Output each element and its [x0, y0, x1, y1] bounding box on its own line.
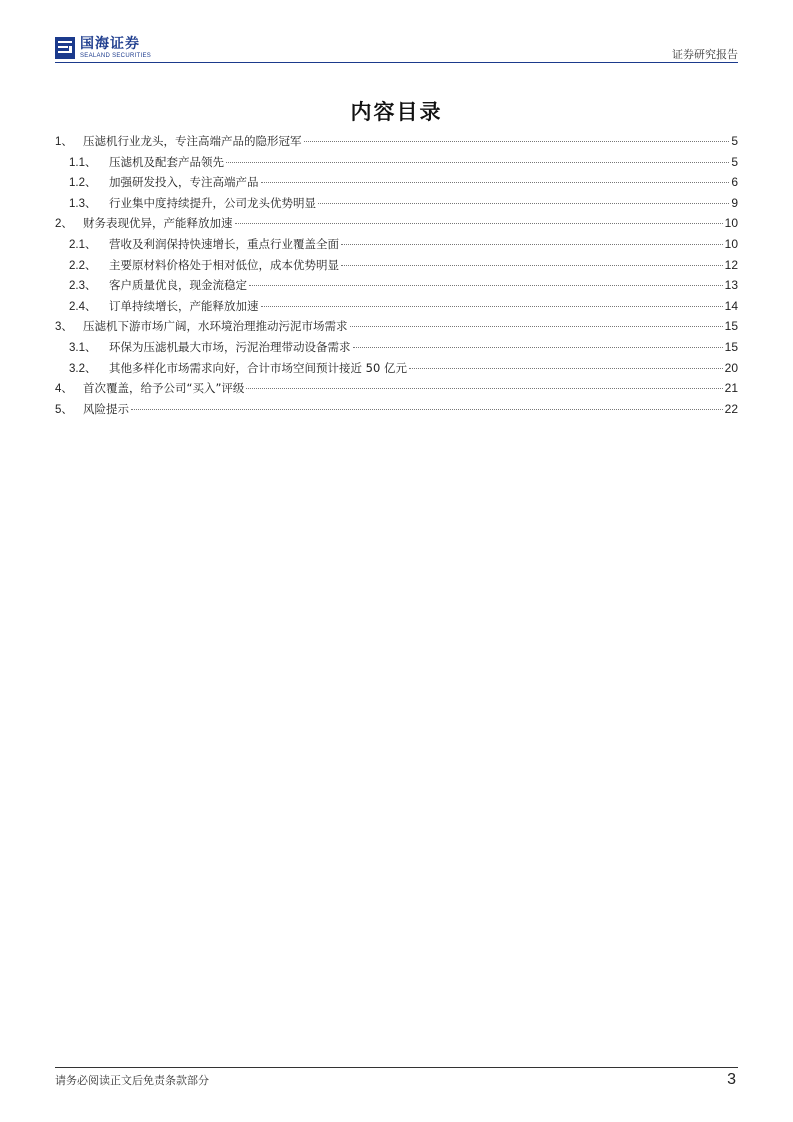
- report-type: 证券研究报告: [672, 48, 738, 61]
- toc-entry-page: 15: [724, 339, 738, 354]
- toc-leader-dots: [318, 203, 729, 204]
- toc-entry-title: 压滤机下游市场广阔，水环境治理推动污泥市场需求: [83, 319, 348, 334]
- toc-leader-dots: [131, 409, 723, 410]
- sealand-logo-icon: [55, 37, 75, 59]
- toc-entry-title: 环保为压滤机最大市场，污泥治理带动设备需求: [109, 339, 351, 354]
- toc-entry-number: 1.2、: [69, 177, 97, 190]
- toc-entry-title: 财务表现优异，产能释放加速: [83, 216, 233, 231]
- toc-leader-dots: [409, 368, 723, 369]
- header-divider: [55, 62, 738, 63]
- toc-entry-title: 加强研发投入，专注高端产品: [109, 175, 259, 190]
- toc-leader-dots: [304, 141, 730, 142]
- toc-entry-page: 15: [724, 319, 738, 334]
- toc-entry[interactable]: [55, 318, 738, 339]
- toc-entry-page: 13: [724, 278, 738, 293]
- toc-entry-page: 12: [724, 257, 738, 272]
- toc-entry[interactable]: [55, 236, 738, 257]
- toc-entry-page: 10: [724, 236, 738, 251]
- toc-leader-dots: [341, 244, 723, 245]
- toc-leader-dots: [226, 162, 729, 163]
- company-logo: [55, 34, 151, 62]
- toc-entry-number: 2.1、: [69, 238, 97, 251]
- toc-entry-page: 22: [724, 401, 738, 416]
- toc-entry-page: 20: [724, 360, 738, 375]
- toc-entry-title: 营收及利润保持快速增长，重点行业覆盖全面: [109, 236, 339, 251]
- toc-leader-dots: [353, 347, 723, 348]
- logo-cn-text: 国海证券: [80, 36, 140, 52]
- toc-entry-title: 订单持续增长，产能释放加速: [109, 298, 259, 313]
- toc-entry[interactable]: [55, 215, 738, 236]
- table-of-contents: [55, 133, 738, 421]
- toc-entry-title: 压滤机及配套产品领先: [109, 154, 224, 169]
- toc-entry-page: 21: [724, 381, 738, 396]
- toc-entry-number: 1.3、: [69, 197, 97, 210]
- toc-entry-number: 5、: [55, 403, 73, 416]
- page-header: [55, 34, 738, 64]
- toc-entry-page: 10: [724, 216, 738, 231]
- toc-entry[interactable]: [55, 339, 738, 360]
- logo-en-text: SEALAND SECURITIES: [80, 53, 152, 59]
- toc-entry-number: 2.4、: [69, 300, 97, 313]
- toc-entry-title: 客户质量优良，现金流稳定: [109, 278, 247, 293]
- toc-entry[interactable]: [55, 298, 738, 319]
- toc-entry-number: 3、: [55, 321, 73, 334]
- toc-entry-number: 3.2、: [69, 362, 97, 375]
- toc-entry-title: 压滤机行业龙头，专注高端产品的隐形冠军: [83, 134, 302, 148]
- toc-entry-page: 6: [731, 175, 738, 190]
- toc-leader-dots: [261, 306, 723, 307]
- toc-entry[interactable]: [55, 195, 738, 216]
- toc-entry[interactable]: [55, 174, 738, 195]
- toc-entry-title: 首次覆盖，给予公司“买入”评级: [83, 381, 245, 396]
- toc-entry-number: 1、: [55, 136, 73, 148]
- toc-entry-title: 其他多样化市场需求向好，合计市场空间预计接近 50 亿元: [109, 360, 407, 375]
- toc-entry[interactable]: [55, 133, 738, 154]
- toc-entry[interactable]: [55, 401, 738, 422]
- toc-entry-number: 4、: [55, 383, 73, 396]
- toc-entry-title: 行业集中度持续提升，公司龙头优势明显: [109, 195, 316, 210]
- toc-entry-number: 2.3、: [69, 280, 97, 293]
- toc-entry[interactable]: [55, 380, 738, 401]
- toc-entry-number: 2.2、: [69, 259, 97, 272]
- toc-entry[interactable]: [55, 360, 738, 381]
- page-number: 3: [727, 1071, 736, 1088]
- toc-entry-number: 2、: [55, 218, 73, 231]
- toc-leader-dots: [261, 182, 730, 183]
- toc-leader-dots: [341, 265, 723, 266]
- footer-disclaimer: 请务必阅读正文后免责条款部分: [55, 1074, 209, 1087]
- toc-leader-dots: [350, 326, 723, 327]
- page-title: 内容目录: [350, 100, 443, 124]
- toc-entry[interactable]: [55, 154, 738, 175]
- toc-entry[interactable]: [55, 257, 738, 278]
- toc-entry-number: 1.1、: [69, 156, 97, 169]
- toc-entry-page: 9: [731, 195, 738, 210]
- toc-entry[interactable]: [55, 277, 738, 298]
- toc-leader-dots: [235, 223, 723, 224]
- toc-entry-title: 主要原材料价格处于相对低位，成本优势明显: [109, 257, 339, 272]
- toc-entry-number: 3.1、: [69, 341, 97, 354]
- toc-leader-dots: [249, 285, 723, 286]
- toc-entry-page: 14: [724, 298, 738, 313]
- toc-leader-dots: [246, 388, 722, 389]
- toc-entry-page: 5: [731, 154, 738, 169]
- toc-entry-page: 5: [731, 134, 738, 148]
- toc-entry-title: 风险提示: [83, 401, 129, 416]
- footer-divider: [55, 1067, 738, 1068]
